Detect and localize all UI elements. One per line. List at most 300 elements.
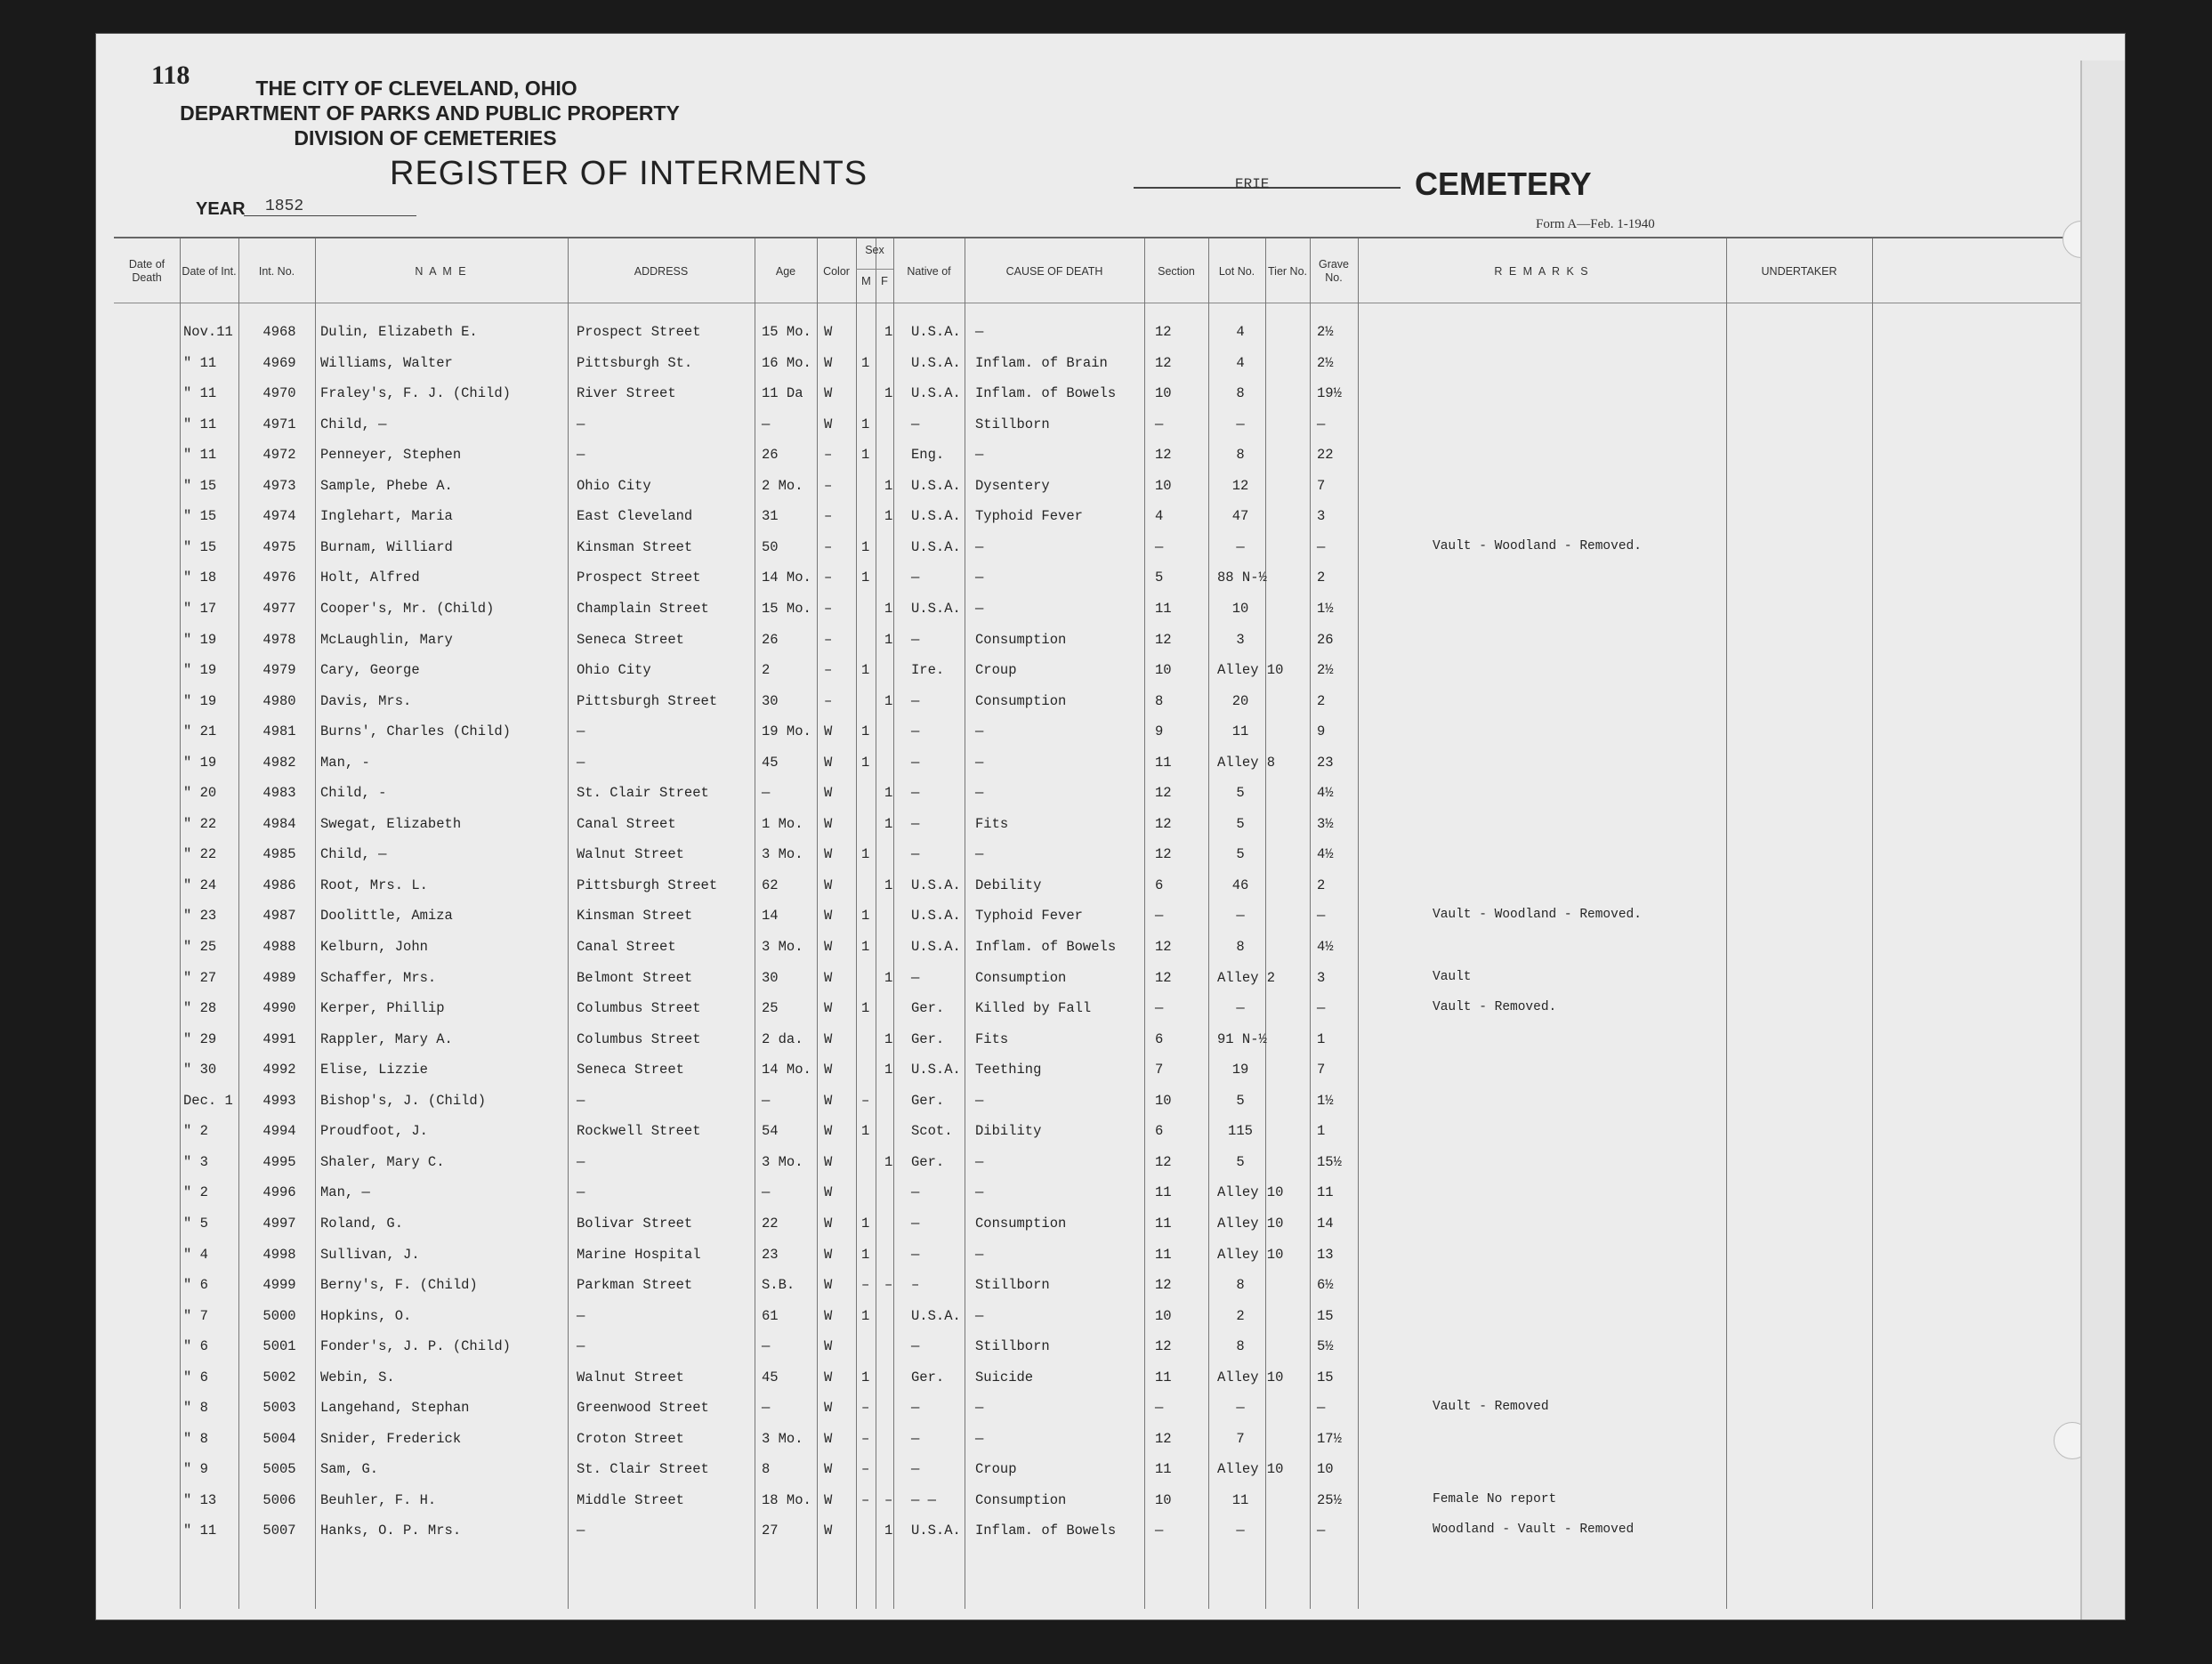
- color-cell: –: [824, 508, 833, 525]
- section-cell: 10: [1155, 1491, 1172, 1508]
- cause-of-death-cell: Consumption: [975, 631, 1067, 648]
- age-cell: —: [762, 1184, 771, 1201]
- address-cell: Columbus Street: [577, 1000, 701, 1017]
- color-cell: W: [824, 815, 833, 832]
- date-of-interment-cell: " 11: [183, 385, 217, 402]
- interment-number-cell: 4974: [262, 508, 296, 525]
- date-of-interment-cell: " 2: [183, 1123, 208, 1140]
- interment-number-cell: 4998: [262, 1246, 296, 1263]
- deceased-name-cell: Berny's, F. (Child): [320, 1277, 478, 1294]
- native-of-cell: —: [911, 416, 920, 432]
- age-cell: 45: [762, 754, 779, 771]
- cause-of-death-cell: Stillborn: [975, 1338, 1050, 1355]
- date-of-interment-cell: " 2: [183, 1184, 208, 1201]
- interment-number-cell: 4978: [262, 631, 296, 648]
- table-row: [96, 870, 2054, 901]
- deceased-name-cell: Schaffer, Mrs.: [320, 969, 437, 986]
- sex-male-cell: 1: [861, 908, 870, 925]
- section-cell: 10: [1155, 1092, 1172, 1109]
- lot-number-cell: 4: [1236, 354, 1245, 371]
- lot-number-cell: 11: [1231, 1491, 1249, 1508]
- date-of-interment-cell: " 19: [183, 754, 217, 771]
- native-of-cell: —: [911, 1184, 920, 1201]
- address-cell: Pittsburgh Street: [577, 876, 718, 893]
- grave-number-cell: 2: [1317, 569, 1326, 586]
- table-row: [96, 1393, 2054, 1423]
- date-of-interment-cell: Nov.11: [183, 324, 233, 340]
- col-tier-no: Tier No.: [1268, 264, 1307, 278]
- address-cell: —: [577, 1338, 585, 1355]
- binder-hole: [2054, 1422, 2091, 1459]
- grave-number-cell: 23: [1317, 754, 1334, 771]
- section-cell: 11: [1155, 1184, 1172, 1201]
- cause-of-death-cell: Teething: [975, 1062, 1042, 1078]
- age-cell: S.B.: [762, 1277, 795, 1294]
- address-cell: Seneca Street: [577, 631, 684, 648]
- color-cell: W: [824, 416, 833, 432]
- table-row: [96, 1054, 2054, 1085]
- address-cell: Kinsman Street: [577, 908, 693, 925]
- grave-number-cell: 19½: [1317, 385, 1342, 402]
- interment-number-cell: 4988: [262, 939, 296, 955]
- cause-of-death-cell: Typhoid Fever: [975, 908, 1083, 925]
- remarks-cell: Vault - Removed.: [1433, 1000, 1557, 1015]
- deceased-name-cell: Burns', Charles (Child): [320, 723, 511, 740]
- table-row: [96, 1331, 2054, 1361]
- native-of-cell: U.S.A.: [911, 1062, 961, 1078]
- age-cell: —: [762, 1400, 771, 1417]
- native-of-cell: U.S.A.: [911, 508, 961, 525]
- table-row: [96, 1086, 2054, 1116]
- age-cell: 16 Mo.: [762, 354, 811, 371]
- grave-number-cell: 5½: [1317, 1338, 1334, 1355]
- lot-number-cell: 3: [1236, 631, 1245, 648]
- address-cell: Prospect Street: [577, 324, 701, 340]
- deceased-name-cell: Davis, Mrs.: [320, 692, 412, 709]
- sex-male-cell: 1: [861, 416, 870, 432]
- deceased-name-cell: Shaler, Mary C.: [320, 1153, 445, 1170]
- color-cell: W: [824, 1153, 833, 1170]
- lot-number-cell: —: [1236, 1400, 1245, 1417]
- deceased-name-cell: Burnam, Williard: [320, 538, 453, 555]
- native-of-cell: —: [911, 692, 920, 709]
- sex-male-cell: –: [861, 1430, 870, 1447]
- interment-number-cell: 5005: [262, 1461, 296, 1478]
- date-of-interment-cell: " 9: [183, 1461, 208, 1478]
- col-date-of-int: Date of Int.: [182, 264, 237, 278]
- remarks-cell: Vault - Woodland - Removed.: [1433, 538, 1642, 553]
- table-row: [96, 317, 2054, 347]
- grave-number-cell: 11: [1317, 1184, 1334, 1201]
- interment-number-cell: 4993: [262, 1092, 296, 1109]
- table-row: [96, 348, 2054, 378]
- deceased-name-cell: Sample, Phebe A.: [320, 477, 453, 494]
- lot-number-cell: 115: [1228, 1123, 1253, 1140]
- remarks-cell: Vault - Removed: [1433, 1400, 1549, 1415]
- address-cell: —: [577, 1153, 585, 1170]
- sex-male-cell: –: [861, 1092, 870, 1109]
- col-lot-no: Lot No.: [1218, 264, 1255, 278]
- native-of-cell: –: [911, 1277, 920, 1294]
- age-cell: —: [762, 1338, 771, 1355]
- native-of-cell: U.S.A.: [911, 600, 961, 617]
- address-cell: Kinsman Street: [577, 538, 693, 555]
- date-of-interment-cell: " 6: [183, 1277, 208, 1294]
- interment-number-cell: 4979: [262, 662, 296, 679]
- lot-number-cell: 46: [1231, 876, 1249, 893]
- interment-number-cell: 4994: [262, 1123, 296, 1140]
- deceased-name-cell: Bishop's, J. (Child): [320, 1092, 487, 1109]
- color-cell: W: [824, 908, 833, 925]
- native-of-cell: —: [911, 1246, 920, 1263]
- col-remarks: R E M A R K S: [1494, 264, 1590, 278]
- native-of-cell: —: [911, 815, 920, 832]
- date-of-interment-cell: " 19: [183, 662, 217, 679]
- age-cell: —: [762, 1092, 771, 1109]
- section-cell: 6: [1155, 1123, 1164, 1140]
- grave-number-cell: 25½: [1317, 1491, 1342, 1508]
- color-cell: W: [824, 354, 833, 371]
- color-cell: W: [824, 1491, 833, 1508]
- grave-number-cell: —: [1317, 1000, 1326, 1017]
- grave-number-cell: —: [1317, 538, 1326, 555]
- address-cell: —: [577, 447, 585, 464]
- sex-male-cell: 1: [861, 1000, 870, 1017]
- sex-female-cell: 1: [884, 815, 893, 832]
- native-of-cell: —: [911, 1461, 920, 1478]
- col-sex-m: M: [861, 274, 871, 287]
- native-of-cell: —: [911, 846, 920, 863]
- deceased-name-cell: Child, —: [320, 846, 387, 863]
- deceased-name-cell: Cary, George: [320, 662, 420, 679]
- age-cell: —: [762, 416, 771, 432]
- section-cell: —: [1155, 1000, 1164, 1017]
- address-cell: Belmont Street: [577, 969, 693, 986]
- lot-number-cell: 5: [1236, 815, 1245, 832]
- grave-number-cell: 1½: [1317, 600, 1334, 617]
- grave-number-cell: 2: [1317, 876, 1326, 893]
- date-of-interment-cell: " 5: [183, 1215, 208, 1232]
- age-cell: 61: [762, 1307, 779, 1324]
- native-of-cell: —: [911, 569, 920, 586]
- deceased-name-cell: Kerper, Phillip: [320, 1000, 445, 1017]
- native-of-cell: —: [911, 754, 920, 771]
- address-cell: Pittsburgh St.: [577, 354, 693, 371]
- interment-number-cell: 4969: [262, 354, 296, 371]
- native-of-cell: Ger.: [911, 1030, 945, 1047]
- interment-number-cell: 4987: [262, 908, 296, 925]
- grave-number-cell: 2: [1317, 692, 1326, 709]
- interment-number-cell: 5003: [262, 1400, 296, 1417]
- table-row: [96, 1270, 2054, 1300]
- grave-number-cell: 13: [1317, 1246, 1334, 1263]
- grave-number-cell: 1: [1317, 1123, 1326, 1140]
- age-cell: 27: [762, 1523, 779, 1539]
- section-cell: 12: [1155, 1338, 1172, 1355]
- color-cell: W: [824, 1030, 833, 1047]
- lot-number-cell: —: [1236, 416, 1245, 432]
- remarks-cell: Vault - Woodland - Removed.: [1433, 908, 1642, 923]
- sex-female-cell: 1: [884, 508, 893, 525]
- date-of-interment-cell: " 20: [183, 785, 217, 802]
- grave-number-cell: 3½: [1317, 815, 1334, 832]
- cause-of-death-cell: —: [975, 723, 984, 740]
- sex-female-cell: –: [884, 1277, 893, 1294]
- age-cell: 45: [762, 1369, 779, 1385]
- grave-number-cell: 3: [1317, 969, 1326, 986]
- lot-number-cell: 4: [1236, 324, 1245, 340]
- table-row: [96, 1024, 2054, 1054]
- native-of-cell: —: [911, 631, 920, 648]
- color-cell: W: [824, 723, 833, 740]
- age-cell: 2: [762, 662, 771, 679]
- native-of-cell: Eng.: [911, 447, 945, 464]
- cause-of-death-cell: Inflam. of Bowels: [975, 385, 1117, 402]
- grave-number-cell: 7: [1317, 1062, 1326, 1078]
- deceased-name-cell: Sullivan, J.: [320, 1246, 420, 1263]
- section-cell: 12: [1155, 785, 1172, 802]
- grave-number-cell: 2½: [1317, 324, 1334, 340]
- table-row: [96, 1301, 2054, 1331]
- age-cell: 3 Mo.: [762, 939, 803, 955]
- section-cell: 10: [1155, 477, 1172, 494]
- date-of-interment-cell: " 17: [183, 600, 217, 617]
- date-of-interment-cell: " 25: [183, 939, 217, 955]
- deceased-name-cell: Fonder's, J. P. (Child): [320, 1338, 511, 1355]
- section-cell: 4: [1155, 508, 1164, 525]
- grave-number-cell: 9: [1317, 723, 1326, 740]
- date-of-interment-cell: " 11: [183, 354, 217, 371]
- sex-male-cell: 1: [861, 1215, 870, 1232]
- address-cell: Walnut Street: [577, 1369, 684, 1385]
- sex-female-cell: 1: [884, 324, 893, 340]
- table-row: [96, 378, 2054, 408]
- address-cell: —: [577, 754, 585, 771]
- deceased-name-cell: McLaughlin, Mary: [320, 631, 453, 648]
- lot-number-cell: 5: [1236, 846, 1245, 863]
- col-section: Section: [1158, 264, 1195, 278]
- table-row: [96, 993, 2054, 1023]
- cause-of-death-cell: Inflam. of Brain: [975, 354, 1108, 371]
- grave-number-cell: 1: [1317, 1030, 1326, 1047]
- native-of-cell: U.S.A.: [911, 354, 961, 371]
- cause-of-death-cell: Stillborn: [975, 1277, 1050, 1294]
- color-cell: W: [824, 1215, 833, 1232]
- color-cell: W: [824, 1184, 833, 1201]
- sex-male-cell: 1: [861, 354, 870, 371]
- sex-male-cell: 1: [861, 1307, 870, 1324]
- cause-of-death-cell: Suicide: [975, 1369, 1034, 1385]
- lot-number-cell: 20: [1231, 692, 1249, 709]
- section-cell: 11: [1155, 1461, 1172, 1478]
- date-of-interment-cell: " 23: [183, 908, 217, 925]
- address-cell: Seneca Street: [577, 1062, 684, 1078]
- cause-of-death-cell: Consumption: [975, 1215, 1067, 1232]
- native-of-cell: U.S.A.: [911, 385, 961, 402]
- col-undertaker: UNDERTAKER: [1761, 264, 1837, 278]
- sex-female-cell: 1: [884, 876, 893, 893]
- date-of-interment-cell: " 21: [183, 723, 217, 740]
- deceased-name-cell: Swegat, Elizabeth: [320, 815, 462, 832]
- sex-male-cell: 1: [861, 538, 870, 555]
- register-title: REGISTER OF INTERMENTS: [390, 155, 868, 192]
- sex-female-cell: 1: [884, 1523, 893, 1539]
- address-cell: Prospect Street: [577, 569, 701, 586]
- section-cell: 12: [1155, 354, 1172, 371]
- sex-female-cell: 1: [884, 969, 893, 986]
- cause-of-death-cell: Fits: [975, 815, 1009, 832]
- native-of-cell: U.S.A.: [911, 1523, 961, 1539]
- cause-of-death-cell: —: [975, 1092, 984, 1109]
- deceased-name-cell: Webin, S.: [320, 1369, 395, 1385]
- section-cell: —: [1155, 908, 1164, 925]
- grave-number-cell: 7: [1317, 477, 1326, 494]
- age-cell: 11 Da: [762, 385, 803, 402]
- lot-number-cell: Alley 10: [1217, 1215, 1284, 1232]
- year-value: 1852: [244, 198, 416, 216]
- table-row: [96, 1515, 2054, 1546]
- deceased-name-cell: Hopkins, O.: [320, 1307, 412, 1324]
- color-cell: W: [824, 785, 833, 802]
- sex-male-cell: –: [861, 1461, 870, 1478]
- native-of-cell: —: [911, 785, 920, 802]
- color-cell: W: [824, 1369, 833, 1385]
- address-cell: —: [577, 1184, 585, 1201]
- section-cell: 11: [1155, 600, 1172, 617]
- section-cell: 8: [1155, 692, 1164, 709]
- native-of-cell: Ger.: [911, 1369, 945, 1385]
- sex-male-cell: 1: [861, 662, 870, 679]
- age-cell: 3 Mo.: [762, 1153, 803, 1170]
- native-of-cell: —: [911, 1400, 920, 1417]
- cause-of-death-cell: Stillborn: [975, 416, 1050, 432]
- interment-number-cell: 4977: [262, 600, 296, 617]
- interment-number-cell: 4975: [262, 538, 296, 555]
- col-native-of: Native of: [907, 264, 951, 278]
- sex-female-cell: 1: [884, 631, 893, 648]
- age-cell: 30: [762, 969, 779, 986]
- section-cell: 12: [1155, 969, 1172, 986]
- col-cause-of-death: CAUSE OF DEATH: [1005, 264, 1103, 278]
- lot-number-cell: Alley 2: [1217, 969, 1276, 986]
- section-cell: —: [1155, 416, 1164, 432]
- color-cell: W: [824, 1246, 833, 1263]
- cause-of-death-cell: Inflam. of Bowels: [975, 939, 1117, 955]
- section-cell: 5: [1155, 569, 1164, 586]
- grave-number-cell: 1½: [1317, 1092, 1334, 1109]
- table-row: [96, 440, 2054, 470]
- section-cell: 12: [1155, 447, 1172, 464]
- deceased-name-cell: Man, -: [320, 754, 370, 771]
- city-heading: THE CITY OF CLEVELAND, OHIO: [255, 77, 577, 100]
- age-cell: 15 Mo.: [762, 600, 811, 617]
- grave-number-cell: —: [1317, 1523, 1326, 1539]
- interment-number-cell: 4990: [262, 1000, 296, 1017]
- deceased-name-cell: Man, —: [320, 1184, 370, 1201]
- col-name: N A M E: [415, 264, 468, 278]
- grave-number-cell: 2½: [1317, 662, 1334, 679]
- date-of-interment-cell: " 7: [183, 1307, 208, 1324]
- address-cell: Marine Hospital: [577, 1246, 701, 1263]
- table-row: [96, 932, 2054, 962]
- address-cell: Pittsburgh Street: [577, 692, 718, 709]
- lot-number-cell: 8: [1236, 1338, 1245, 1355]
- address-cell: St. Clair Street: [577, 1461, 709, 1478]
- age-cell: 23: [762, 1246, 779, 1263]
- lot-number-cell: Alley 10: [1217, 1461, 1284, 1478]
- color-cell: W: [824, 1523, 833, 1539]
- date-of-interment-cell: " 19: [183, 692, 217, 709]
- sex-male-cell: –: [861, 1400, 870, 1417]
- table-row: [96, 809, 2054, 839]
- interment-number-cell: 4970: [262, 385, 296, 402]
- lot-number-cell: 8: [1236, 385, 1245, 402]
- cause-of-death-cell: Inflam. of Bowels: [975, 1523, 1117, 1539]
- age-cell: —: [762, 785, 771, 802]
- native-of-cell: U.S.A.: [911, 908, 961, 925]
- cause-of-death-cell: —: [975, 1307, 984, 1324]
- cause-of-death-cell: —: [975, 1153, 984, 1170]
- color-cell: –: [824, 692, 833, 709]
- color-cell: W: [824, 754, 833, 771]
- interment-number-cell: 5001: [262, 1338, 296, 1355]
- interment-number-cell: 4995: [262, 1153, 296, 1170]
- section-cell: 11: [1155, 1369, 1172, 1385]
- table-row: [96, 1208, 2054, 1239]
- age-cell: 19 Mo.: [762, 723, 811, 740]
- color-cell: W: [824, 1000, 833, 1017]
- address-cell: —: [577, 1523, 585, 1539]
- deceased-name-cell: Langehand, Stephan: [320, 1400, 470, 1417]
- table-row: [96, 778, 2054, 808]
- deceased-name-cell: Fraley's, F. J. (Child): [320, 385, 511, 402]
- age-cell: 62: [762, 876, 779, 893]
- deceased-name-cell: Doolittle, Amiza: [320, 908, 453, 925]
- cause-of-death-cell: —: [975, 846, 984, 863]
- lot-number-cell: Alley 8: [1217, 754, 1276, 771]
- date-of-interment-cell: " 11: [183, 447, 217, 464]
- color-cell: W: [824, 1461, 833, 1478]
- age-cell: 3 Mo.: [762, 846, 803, 863]
- address-cell: Bolivar Street: [577, 1215, 693, 1232]
- sex-female-cell: 1: [884, 692, 893, 709]
- lot-number-cell: 5: [1236, 785, 1245, 802]
- deceased-name-cell: Root, Mrs. L.: [320, 876, 428, 893]
- address-cell: —: [577, 1307, 585, 1324]
- cause-of-death-cell: Typhoid Fever: [975, 508, 1083, 525]
- lot-number-cell: —: [1236, 1523, 1245, 1539]
- table-row: [96, 1240, 2054, 1270]
- grave-number-cell: 2½: [1317, 354, 1334, 371]
- native-of-cell: U.S.A.: [911, 876, 961, 893]
- lot-number-cell: 5: [1236, 1153, 1245, 1170]
- sex-female-cell: 1: [884, 1062, 893, 1078]
- table-row: [96, 532, 2054, 562]
- address-cell: Parkman Street: [577, 1277, 693, 1294]
- date-of-interment-cell: " 4: [183, 1246, 208, 1263]
- table-row: [96, 594, 2054, 624]
- cause-of-death-cell: —: [975, 600, 984, 617]
- cause-of-death-cell: Consumption: [975, 692, 1067, 709]
- table-top-rule: [114, 237, 2080, 238]
- table-row: [96, 409, 2054, 440]
- section-cell: 12: [1155, 324, 1172, 340]
- age-cell: 25: [762, 1000, 779, 1017]
- interment-number-cell: 4996: [262, 1184, 296, 1201]
- color-cell: –: [824, 538, 833, 555]
- color-cell: W: [824, 876, 833, 893]
- sex-male-cell: 1: [861, 1123, 870, 1140]
